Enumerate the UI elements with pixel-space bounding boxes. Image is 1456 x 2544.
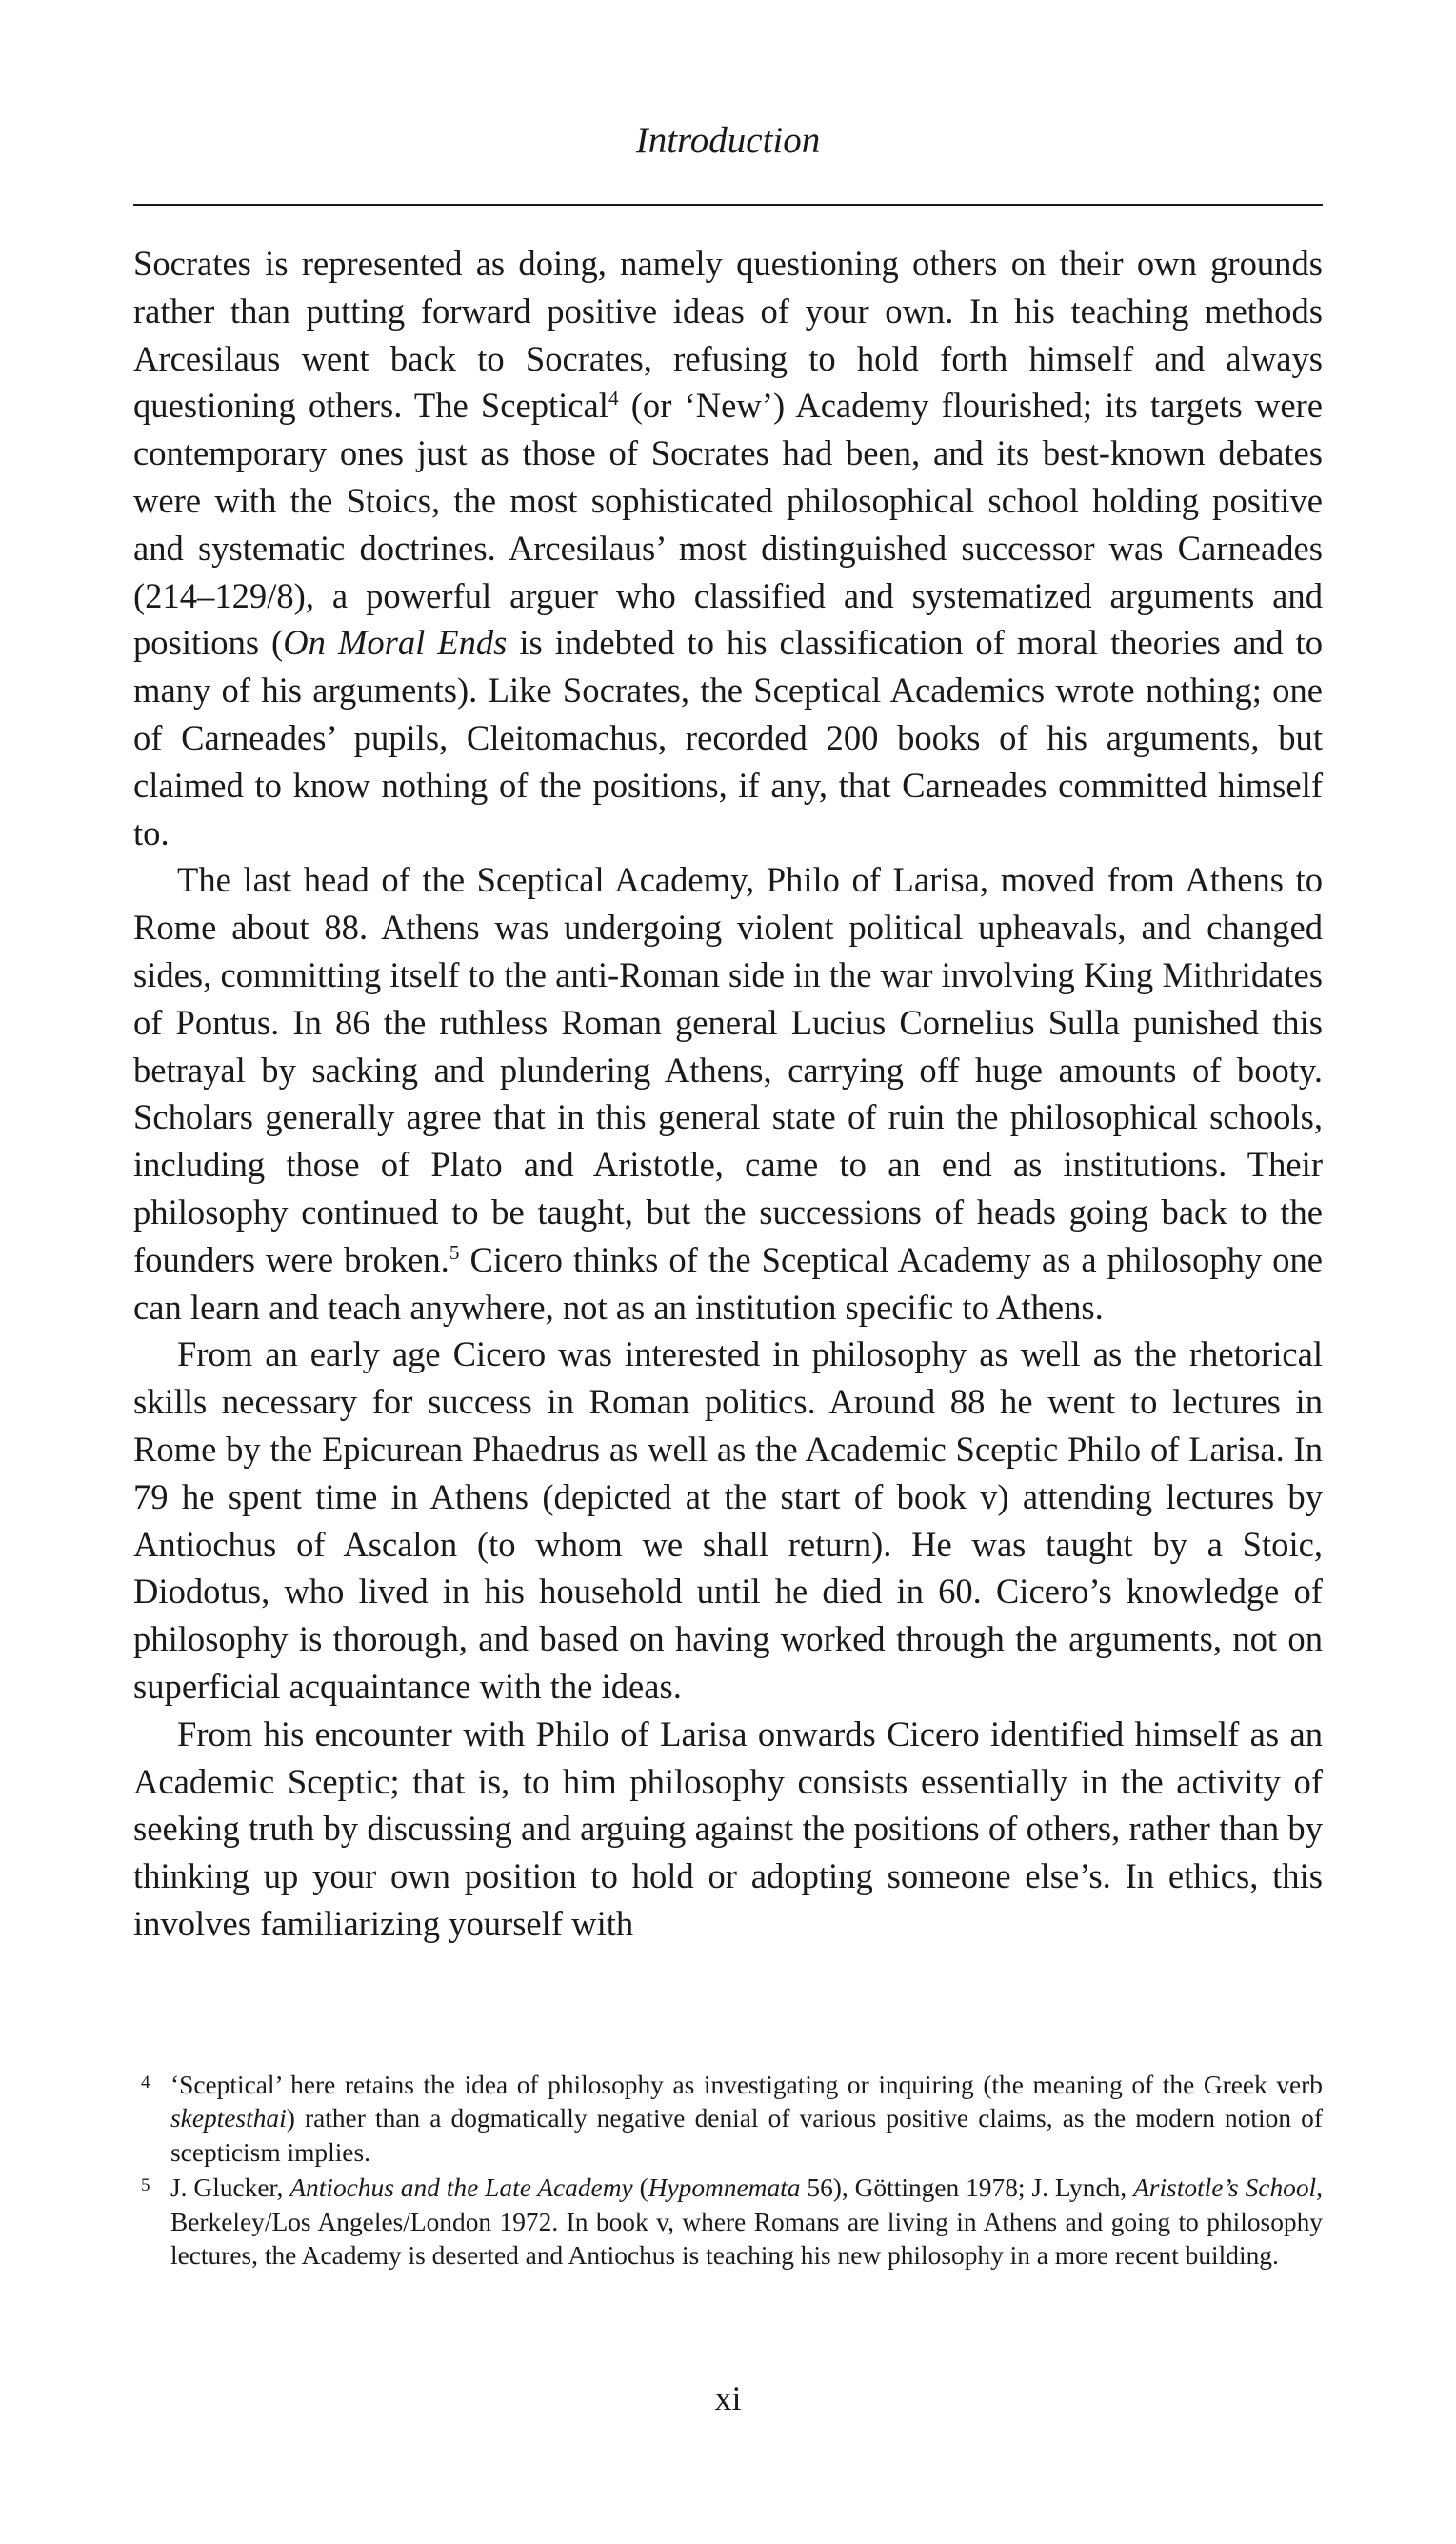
footnote [133,2069,1323,2170]
text-run: is indebted to his classification of moral theories and to many of his arguments). Like Socrates, the Sceptical Academics wrote nothing; one of Carneades’ pupils, Cleitomachus, recorded 200 books of his arguments, but claimed to know nothing of the positions, if any, that Carneades committed himself to. [133,623,1323,852]
paragraph [133,240,1323,856]
italic-title: Antiochus and the Late Academy [289,2173,633,2203]
italic-title: On Moral Ends [283,623,508,663]
body-text [133,240,1323,1948]
paragraph [133,856,1323,1331]
text-run: Socrates is represented as doing, namely questioning others on their own grounds rather than putting forward positive ideas of your own. In his teaching methods Arcesilaus went back to Socrates, refusing to hold forth himself and always questioning others. The Sceptical [133,244,1323,426]
text-run: ‘Sceptical’ here retains the idea of philosophy as investigating or inquiring (the meaning of the Greek verb [170,2071,1323,2099]
italic-title: skeptesthai [170,2104,287,2133]
running-head: Introduction [635,120,821,161]
text-run: Cicero thinks of the Sceptical Academy as a philosophy one can learn and teach anywhere, not as an institution specific to Athens. [133,1239,1323,1327]
text-run: 56), Göttingen 1978; J. Lynch, [800,2173,1134,2203]
footnote-reference: 5 [449,1240,460,1264]
footnotes [133,2069,1323,2274]
text-run: ( [632,2173,648,2203]
footnote-marker: 4 [141,2073,150,2093]
text-run: Berkeley/Los Angeles/London 1972. In book v, where Romans are living in Athens and going to philosophy lectures, the Academy is deserted and Antiochus is teaching his new philosophy in a more recent building. [170,2207,1323,2271]
footnote-reference: 4 [608,387,619,411]
text-run: ) rather than a dogmatically negative denial of various positive claims, as the modern notion of scepticism implies. [170,2104,1323,2167]
page-number: xi [714,2379,742,2417]
footnote [133,2172,1323,2273]
footnote-marker: 5 [141,2175,150,2196]
header-rule [133,204,1323,206]
text-run: (or ‘New’) Academy flourished; its targets were contemporary ones just as those of Socrates had been, and its best-known debates were with the Stoics, the most sophisticated philosophical school holding positive and systematic doctrines. Arcesilaus’ most distinguished successor was Carneades (214–129/8), a powerful arguer who classified and systematized arguments and positions ( [133,386,1323,663]
text-run: The last head of the Sceptical Academy, Philo of Larisa, moved from Athens to Rome about 88. Athens was undergoing violent political upheavals, and changed sides, committing itself to the anti-Roman side in the war involving King Mithridates of Pontus. In 86 the ruthless Roman general Lucius Cornelius Sulla punished this betrayal by sacking and plundering Athens, carrying off huge amounts of booty. Scholars generally agree that in this general state of ruin the philosophical schools, including those of Plato and Aristotle, came to an end as institutions. Their philosophy continued to be taught, but the successions of heads going back to the founders were broken. [133,860,1323,1279]
italic-title: Hypomnemata [648,2173,801,2203]
text-run: From his encounter with Philo of Larisa onwards Cicero identified himself as an Academic Sceptic; that is, to him philosophy consists essentially in the activity of seeking truth by discussing and arguing against the positions of others, rather than by thinking up your own position to hold or adopting someone else’s. In ethics, this involves familiarizing yourself with [133,1713,1323,1943]
paragraph [133,1711,1323,1948]
italic-title: Aristotle’s School, [1133,2173,1323,2203]
text-run: J. Glucker, [170,2173,290,2203]
text-run: From an early age Cicero was interested in philosophy as well as the rhetorical skills necessary for success in Roman politics. Around 88 he went to lectures in Rome by the Epicurean Phaedrus as well as the Academic Sceptic Philo of Larisa. In 79 he spent time in Athens (depicted at the start of book v) attending lectures by Antiochus of Ascalon (to whom we shall return). He was taught by a Stoic, Diodotus, who lived in his household until he died in 60. Cicero’s knowledge of philosophy is thorough, and based on having worked through the arguments, not on superficial acquaintance with the ideas. [133,1334,1323,1706]
paragraph [133,1331,1323,1710]
